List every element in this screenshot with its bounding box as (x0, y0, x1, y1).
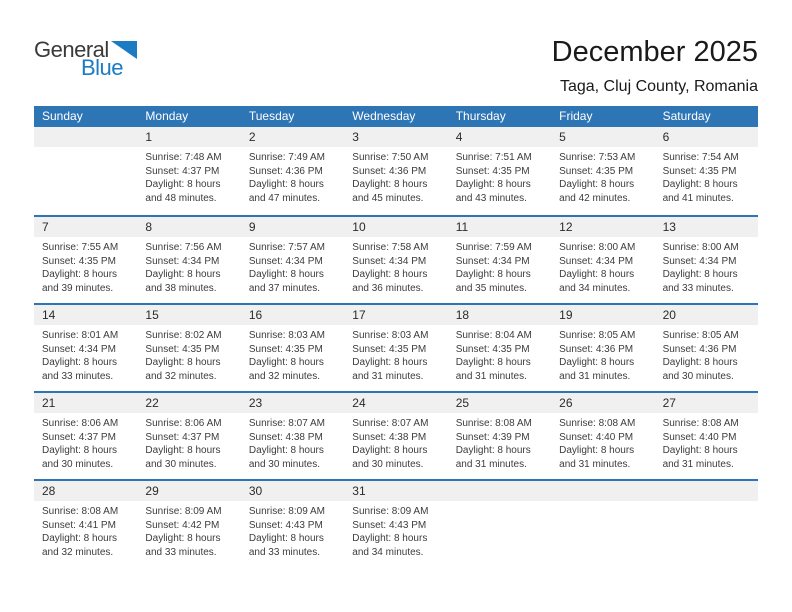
day-number (34, 127, 137, 147)
day-details (448, 501, 551, 505)
daylight-text: Daylight: 8 hours and 33 minutes. (42, 357, 118, 382)
sunrise-text: Sunrise: 8:05 AM (662, 330, 739, 341)
day-details (344, 501, 447, 559)
sunset-text: Sunset: 4:40 PM (662, 431, 737, 443)
day-number: 14 (34, 305, 137, 325)
sunset-text: Sunset: 4:38 PM (352, 431, 427, 443)
weekday-header-row (34, 106, 758, 127)
sunrise-text: Sunrise: 8:06 AM (42, 418, 119, 429)
week-row (34, 215, 758, 303)
day-details (34, 237, 137, 295)
location-subtitle: Taga, Cluj County, Romania (559, 78, 758, 95)
day-cell (137, 127, 240, 215)
day-number: 10 (344, 217, 447, 237)
day-details (344, 413, 447, 471)
day-number: 28 (34, 481, 137, 501)
day-cell (551, 393, 654, 479)
sunset-text: Sunset: 4:41 PM (42, 519, 116, 531)
day-cell (655, 393, 758, 479)
week-row (34, 391, 758, 479)
empty-day-cell (448, 481, 551, 567)
day-details (448, 325, 551, 383)
day-cell (137, 305, 240, 391)
sunrise-text: Sunrise: 8:04 AM (455, 330, 532, 341)
day-number: 6 (655, 127, 758, 147)
sunrise-text: Sunrise: 7:48 AM (145, 152, 222, 163)
sunrise-text: Sunrise: 8:09 AM (145, 506, 222, 517)
daylight-text: Daylight: 8 hours and 45 minutes. (352, 179, 428, 204)
sunrise-text: Sunrise: 7:57 AM (248, 242, 325, 253)
day-number (448, 481, 551, 501)
sunset-text: Sunset: 4:35 PM (455, 165, 530, 177)
day-details (655, 147, 758, 205)
sunset-text: Sunset: 4:35 PM (455, 343, 530, 355)
sunset-text: Sunset: 4:34 PM (455, 255, 530, 267)
sunrise-text: Sunrise: 8:06 AM (145, 418, 222, 429)
sunrise-text: Sunrise: 8:01 AM (42, 330, 119, 341)
day-number: 2 (241, 127, 344, 147)
day-number: 21 (34, 393, 137, 413)
sunset-text: Sunset: 4:35 PM (42, 255, 116, 267)
day-details (241, 413, 344, 471)
sunset-text: Sunset: 4:34 PM (559, 255, 634, 267)
day-details (655, 325, 758, 383)
sunset-text: Sunset: 4:39 PM (455, 431, 530, 443)
weekday-header-tuesday: Tuesday (248, 109, 295, 123)
day-details (551, 501, 654, 505)
calendar-weeks (34, 127, 758, 567)
day-number: 16 (241, 305, 344, 325)
day-details (241, 147, 344, 205)
day-number: 20 (655, 305, 758, 325)
day-number: 18 (448, 305, 551, 325)
sunset-text: Sunset: 4:37 PM (42, 431, 116, 443)
daylight-text: Daylight: 8 hours and 48 minutes. (145, 179, 221, 204)
sunset-text: Sunset: 4:34 PM (662, 255, 737, 267)
daylight-text: Daylight: 8 hours and 35 minutes. (455, 269, 531, 294)
day-details (137, 325, 240, 383)
sunrise-text: Sunrise: 8:09 AM (248, 506, 325, 517)
day-number: 23 (241, 393, 344, 413)
day-details (241, 237, 344, 295)
sunset-text: Sunset: 4:42 PM (145, 519, 220, 531)
sunrise-text: Sunrise: 8:08 AM (455, 418, 532, 429)
day-number: 4 (448, 127, 551, 147)
weekday-header-saturday: Saturday (662, 109, 711, 123)
day-number: 26 (551, 393, 654, 413)
daylight-text: Daylight: 8 hours and 31 minutes. (559, 357, 635, 382)
day-details (137, 237, 240, 295)
daylight-text: Daylight: 8 hours and 31 minutes. (455, 357, 531, 382)
daylight-text: Daylight: 8 hours and 30 minutes. (248, 445, 324, 470)
day-number: 9 (241, 217, 344, 237)
day-number: 12 (551, 217, 654, 237)
sunset-text: Sunset: 4:43 PM (248, 519, 323, 531)
day-cell (551, 127, 654, 215)
day-cell (34, 217, 137, 303)
sunset-text: Sunset: 4:35 PM (662, 165, 737, 177)
day-number (551, 481, 654, 501)
week-row (34, 303, 758, 391)
day-cell (137, 481, 240, 567)
sunrise-text: Sunrise: 8:03 AM (352, 330, 429, 341)
sunset-text: Sunset: 4:36 PM (559, 343, 634, 355)
sunrise-text: Sunrise: 7:56 AM (145, 242, 222, 253)
day-cell (34, 393, 137, 479)
day-details (34, 413, 137, 471)
weekday-header-monday: Monday (145, 109, 189, 123)
day-number: 5 (551, 127, 654, 147)
day-number: 31 (344, 481, 447, 501)
day-number: 1 (137, 127, 240, 147)
day-cell (34, 481, 137, 567)
day-number: 24 (344, 393, 447, 413)
week-row (34, 479, 758, 567)
sunset-text: Sunset: 4:37 PM (145, 431, 220, 443)
day-details (551, 325, 654, 383)
daylight-text: Daylight: 8 hours and 30 minutes. (352, 445, 428, 470)
daylight-text: Daylight: 8 hours and 30 minutes. (145, 445, 221, 470)
day-number: 13 (655, 217, 758, 237)
sunset-text: Sunset: 4:34 PM (145, 255, 220, 267)
day-cell (344, 217, 447, 303)
day-cell (241, 481, 344, 567)
day-cell (551, 305, 654, 391)
day-details (655, 413, 758, 471)
weekday-header-thursday: Thursday (455, 109, 506, 123)
sunrise-text: Sunrise: 8:02 AM (145, 330, 222, 341)
daylight-text: Daylight: 8 hours and 31 minutes. (455, 445, 531, 470)
daylight-text: Daylight: 8 hours and 31 minutes. (352, 357, 428, 382)
day-number: 17 (344, 305, 447, 325)
day-details (655, 237, 758, 295)
sunrise-text: Sunrise: 7:50 AM (352, 152, 429, 163)
sunrise-text: Sunrise: 7:59 AM (455, 242, 532, 253)
sunset-text: Sunset: 4:38 PM (248, 431, 323, 443)
daylight-text: Daylight: 8 hours and 32 minutes. (248, 357, 324, 382)
day-cell (655, 217, 758, 303)
sunset-text: Sunset: 4:36 PM (248, 165, 323, 177)
daylight-text: Daylight: 8 hours and 33 minutes. (662, 269, 738, 294)
day-cell (448, 305, 551, 391)
day-number: 22 (137, 393, 240, 413)
day-number (655, 481, 758, 501)
day-details (241, 501, 344, 559)
day-cell (34, 305, 137, 391)
day-cell (448, 127, 551, 215)
day-details (344, 325, 447, 383)
calendar-table (34, 106, 758, 567)
daylight-text: Daylight: 8 hours and 47 minutes. (248, 179, 324, 204)
day-number: 8 (137, 217, 240, 237)
day-details (448, 413, 551, 471)
daylight-text: Daylight: 8 hours and 38 minutes. (145, 269, 221, 294)
sunset-text: Sunset: 4:37 PM (145, 165, 220, 177)
daylight-text: Daylight: 8 hours and 30 minutes. (662, 357, 738, 382)
daylight-text: Daylight: 8 hours and 43 minutes. (455, 179, 531, 204)
sunrise-text: Sunrise: 7:58 AM (352, 242, 429, 253)
day-details (344, 237, 447, 295)
sunrise-text: Sunrise: 8:08 AM (559, 418, 636, 429)
sunset-text: Sunset: 4:34 PM (42, 343, 116, 355)
day-number: 3 (344, 127, 447, 147)
day-number: 25 (448, 393, 551, 413)
sunset-text: Sunset: 4:36 PM (662, 343, 737, 355)
day-cell (448, 217, 551, 303)
day-number: 30 (241, 481, 344, 501)
day-cell (655, 127, 758, 215)
day-cell (137, 393, 240, 479)
day-details (34, 325, 137, 383)
sunset-text: Sunset: 4:40 PM (559, 431, 634, 443)
empty-day-cell (34, 127, 137, 215)
daylight-text: Daylight: 8 hours and 31 minutes. (662, 445, 738, 470)
sunrise-text: Sunrise: 8:07 AM (352, 418, 429, 429)
general-blue-logo (34, 39, 137, 79)
logo-text-general: General (34, 37, 109, 62)
sunrise-text: Sunrise: 7:51 AM (455, 152, 532, 163)
daylight-text: Daylight: 8 hours and 30 minutes. (42, 445, 118, 470)
day-details (137, 413, 240, 471)
daylight-text: Daylight: 8 hours and 32 minutes. (42, 533, 118, 558)
sunrise-text: Sunrise: 8:00 AM (662, 242, 739, 253)
day-cell (448, 393, 551, 479)
sunrise-text: Sunrise: 7:54 AM (662, 152, 739, 163)
day-details (448, 147, 551, 205)
sunset-text: Sunset: 4:35 PM (559, 165, 634, 177)
sunrise-text: Sunrise: 8:05 AM (559, 330, 636, 341)
sunset-text: Sunset: 4:34 PM (352, 255, 427, 267)
daylight-text: Daylight: 8 hours and 37 minutes. (248, 269, 324, 294)
sunset-text: Sunset: 4:35 PM (352, 343, 427, 355)
sunset-text: Sunset: 4:35 PM (248, 343, 323, 355)
day-details (241, 325, 344, 383)
day-number: 27 (655, 393, 758, 413)
weekday-header-friday: Friday (559, 109, 593, 123)
day-cell (241, 305, 344, 391)
daylight-text: Daylight: 8 hours and 31 minutes. (559, 445, 635, 470)
daylight-text: Daylight: 8 hours and 33 minutes. (248, 533, 324, 558)
sunrise-text: Sunrise: 8:03 AM (248, 330, 325, 341)
week-row (34, 127, 758, 215)
empty-day-cell (655, 481, 758, 567)
day-details (137, 147, 240, 205)
day-cell (655, 305, 758, 391)
day-number: 29 (137, 481, 240, 501)
day-cell (241, 393, 344, 479)
day-details (344, 147, 447, 205)
day-details (655, 501, 758, 505)
sunrise-text: Sunrise: 8:08 AM (42, 506, 119, 517)
weekday-header-wednesday: Wednesday (352, 109, 416, 123)
sunrise-text: Sunrise: 8:07 AM (248, 418, 325, 429)
day-cell (551, 217, 654, 303)
day-number: 19 (551, 305, 654, 325)
sunrise-text: Sunrise: 8:08 AM (662, 418, 739, 429)
day-details (551, 147, 654, 205)
day-details (448, 237, 551, 295)
sunset-text: Sunset: 4:43 PM (352, 519, 427, 531)
daylight-text: Daylight: 8 hours and 42 minutes. (559, 179, 635, 204)
day-cell (241, 127, 344, 215)
sunset-text: Sunset: 4:34 PM (248, 255, 323, 267)
day-cell (344, 481, 447, 567)
daylight-text: Daylight: 8 hours and 32 minutes. (145, 357, 221, 382)
daylight-text: Daylight: 8 hours and 36 minutes. (352, 269, 428, 294)
weekday-header-sunday: Sunday (42, 109, 83, 123)
month-title: December 2025 (551, 36, 758, 68)
sunrise-text: Sunrise: 7:53 AM (559, 152, 636, 163)
day-cell (344, 127, 447, 215)
sunrise-text: Sunrise: 8:00 AM (559, 242, 636, 253)
empty-day-cell (551, 481, 654, 567)
daylight-text: Daylight: 8 hours and 34 minutes. (559, 269, 635, 294)
day-details (34, 147, 137, 151)
day-details (34, 501, 137, 559)
sunrise-text: Sunrise: 7:55 AM (42, 242, 119, 253)
day-details (137, 501, 240, 559)
day-details (551, 237, 654, 295)
day-details (551, 413, 654, 471)
sunset-text: Sunset: 4:36 PM (352, 165, 427, 177)
day-number: 15 (137, 305, 240, 325)
day-cell (137, 217, 240, 303)
logo-text-blue: Blue (81, 55, 124, 80)
sunrise-text: Sunrise: 7:49 AM (248, 152, 325, 163)
title-block (552, 36, 758, 96)
day-number: 11 (448, 217, 551, 237)
daylight-text: Daylight: 8 hours and 34 minutes. (352, 533, 428, 558)
day-cell (344, 393, 447, 479)
daylight-text: Daylight: 8 hours and 33 minutes. (145, 533, 221, 558)
daylight-text: Daylight: 8 hours and 39 minutes. (42, 269, 118, 294)
sunset-text: Sunset: 4:35 PM (145, 343, 220, 355)
daylight-text: Daylight: 8 hours and 41 minutes. (662, 179, 738, 204)
day-number: 7 (34, 217, 137, 237)
day-cell (241, 217, 344, 303)
day-cell (344, 305, 447, 391)
sunrise-text: Sunrise: 8:09 AM (352, 506, 429, 517)
